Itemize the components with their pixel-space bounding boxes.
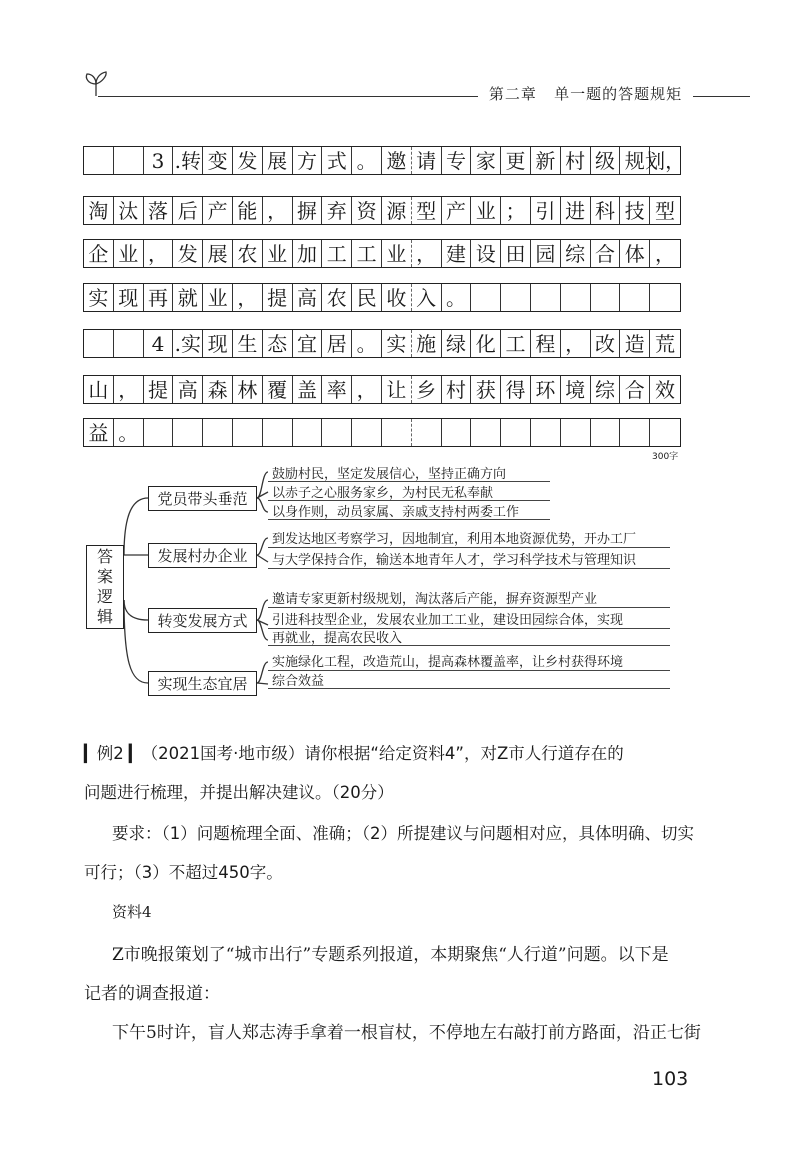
grid-cell: 获 xyxy=(471,376,501,403)
grid-cell: .实 xyxy=(173,330,203,357)
grid-cell: 企 xyxy=(84,240,114,267)
grid-cell: 业 xyxy=(471,197,501,224)
grid-cell: 资 xyxy=(352,197,382,224)
leaf-underline xyxy=(268,645,670,646)
material-line-1: Z市晚报策划了“城市出行”专题系列报道，本期聚焦“人行道”问题。以下是 xyxy=(112,945,669,965)
header-title: 单一题的答题规矩 xyxy=(554,85,683,103)
grid-cell: 展 xyxy=(203,240,233,267)
grid-cell: 加 xyxy=(293,240,323,267)
grid-cell: 田 xyxy=(501,240,531,267)
grid-cell: 实 xyxy=(382,330,412,357)
material-line-2: 记者的调查报道： xyxy=(84,984,220,1004)
grid-cell: ， xyxy=(263,197,293,224)
leaf-text: 邀请专家更新村级规划，淘汰落后产能，摒弃资源型产业 xyxy=(272,592,598,607)
grid-cell: 家 xyxy=(471,147,501,174)
grid-cell: 村 xyxy=(561,147,591,174)
grid-cell: 现 xyxy=(203,330,233,357)
grid-cell: 3 xyxy=(144,147,174,174)
leaf-underline xyxy=(268,688,670,689)
grid-cell: ， xyxy=(412,240,442,267)
branch-ecological-living: 实现生态宜居 xyxy=(148,671,257,696)
grid-cell: 综 xyxy=(591,376,621,403)
grid-cell: 让 xyxy=(382,376,412,403)
grid-cell: 工 xyxy=(352,240,382,267)
grid-cell: 划， xyxy=(645,148,686,173)
grid-cell: 汰 xyxy=(114,197,144,224)
grid-cell: 型 xyxy=(655,198,676,223)
grid-cell: 得 xyxy=(501,376,531,403)
grid-cell: 荒 xyxy=(655,331,676,356)
grid-cell: 现 xyxy=(114,284,144,311)
grid-cell: 产 xyxy=(203,197,233,224)
branch-party-member: 党员带头垂范 xyxy=(148,486,257,511)
grid-cell: .转 xyxy=(173,147,203,174)
grid-cell: 改 xyxy=(591,330,621,357)
grid-cell: 淘 xyxy=(84,197,114,224)
leaf-text: 综合效益 xyxy=(272,674,325,689)
grid-cell: 请 xyxy=(412,147,442,174)
grid-cell: 山 xyxy=(84,376,114,403)
branch-village-enterprise: 发展村办企业 xyxy=(148,543,257,568)
grid-cell: 生 xyxy=(233,330,263,357)
root-char-3: 逻 xyxy=(96,587,113,606)
example-question-line-1: ▎例2 ▎（2021国考·地市级）请你根据“给定资料4”，对Z市人行道存在的 xyxy=(84,744,624,763)
grid-cell: ， xyxy=(655,241,676,266)
grid-cell: 型 xyxy=(412,197,442,224)
leaf-underline xyxy=(268,670,670,671)
grid-cell: 程 xyxy=(531,330,561,357)
grid-cell: 乡 xyxy=(412,376,442,403)
grid-cell: ， xyxy=(114,376,144,403)
grid-cell: 农 xyxy=(233,240,263,267)
example-question-line-2: 问题进行梳理，并提出解决建议。（20分） xyxy=(84,783,394,802)
grid-cell: 产 xyxy=(442,197,472,224)
root-char-1: 答 xyxy=(96,547,113,566)
leaf-underline xyxy=(268,519,550,520)
grid-cell: 合 xyxy=(591,240,621,267)
leaf-underline xyxy=(268,547,670,548)
grid-cell: ， xyxy=(233,284,263,311)
mindmap-root xyxy=(86,545,124,629)
grid-cell: 高 xyxy=(173,376,203,403)
grid-cell: 合 xyxy=(620,376,650,403)
grid-cell: 落 xyxy=(144,197,174,224)
grid-cell: 业 xyxy=(114,240,144,267)
leaf-text: 鼓励村民，坚定发展信心，坚持正确方向 xyxy=(272,467,507,482)
grid-cell: 规 xyxy=(620,147,650,174)
grid-cell: 园 xyxy=(531,240,561,267)
grid-cell: 。 xyxy=(352,147,382,174)
grid-cell: 摒 xyxy=(293,197,323,224)
grid-cell: 业 xyxy=(203,284,233,311)
grid-cell: 覆 xyxy=(263,376,293,403)
header-chapter: 第二章 xyxy=(488,85,537,103)
grid-cell: 实 xyxy=(84,284,114,311)
grid-cell: 化 xyxy=(471,330,501,357)
grid-cell: 农 xyxy=(322,284,352,311)
grid-cell: 益 xyxy=(84,419,114,446)
grid-cell: 式 xyxy=(322,147,352,174)
grid-cell: 源 xyxy=(382,197,412,224)
grid-cell: 效 xyxy=(655,377,676,402)
grid-cell: 业 xyxy=(263,240,293,267)
leaf-text: 以身作则，动员家属、亲戚支持村两委工作 xyxy=(272,505,520,520)
grid-cell: 森 xyxy=(203,376,233,403)
grid-cell: 邀 xyxy=(382,147,412,174)
leaf-text: 到发达地区考察学习，因地制宜，利用本地资源优势，开办工厂 xyxy=(272,532,637,547)
material-title: 资料4 xyxy=(112,903,152,921)
grid-cell: 造 xyxy=(620,330,650,357)
grid-cell: ， xyxy=(561,330,591,357)
requirement-line-1: 要求：（1）问题梳理全面、准确；（2）所提建议与问题相对应，具体明确、切实 xyxy=(112,824,694,843)
grid-cell: 工 xyxy=(501,330,531,357)
grid-cell: 高 xyxy=(293,284,323,311)
grid-cell: 就 xyxy=(173,284,203,311)
grid-cell: 。 xyxy=(352,330,382,357)
grid-cell: 环 xyxy=(531,376,561,403)
grid-cell: 业 xyxy=(382,240,412,267)
grid-cell: 综 xyxy=(561,240,591,267)
material-line-3: 下午5时许，盲人郑志涛手拿着一根盲杖，不停地左右敲打前方路面，沿正七街 xyxy=(112,1023,701,1043)
grid-cell: 收 xyxy=(382,284,412,311)
grid-cell: 入 xyxy=(412,284,442,311)
grid-cell: 林 xyxy=(233,376,263,403)
grid-cell: 变 xyxy=(203,147,233,174)
root-char-2: 案 xyxy=(96,567,113,586)
leaf-text: 与大学保持合作，输送本地青年人才，学习科学技术与管理知识 xyxy=(272,553,637,568)
grid-cell: 。 xyxy=(114,419,144,446)
grid-cell: 技 xyxy=(620,197,650,224)
grid-cell: 盖 xyxy=(293,376,323,403)
grid-cell: ， xyxy=(144,240,174,267)
grid-cell: ， xyxy=(352,376,382,403)
grid-cell: 宜 xyxy=(293,330,323,357)
grid-cell: 后 xyxy=(173,197,203,224)
grid-cell: 境 xyxy=(561,376,591,403)
root-char-4: 辑 xyxy=(96,607,113,626)
grid-cell: 工 xyxy=(322,240,352,267)
grid-cell: 发 xyxy=(233,147,263,174)
branch-transform-development: 转变发展方式 xyxy=(148,608,257,633)
grid-cell: 居 xyxy=(322,330,352,357)
grid-cell: 民 xyxy=(352,284,382,311)
leaf-underline xyxy=(268,607,670,608)
leaf-text: 引进科技型企业，发展农业加工工业，建设田园综合体，实现 xyxy=(272,613,624,628)
grid-cell: 专 xyxy=(442,147,472,174)
word-count-label: 300字 xyxy=(652,452,679,462)
grid-cell: 体 xyxy=(620,240,650,267)
leaf-text: 再就业，提高农民收入 xyxy=(272,631,403,646)
grid-cell: 再 xyxy=(144,284,174,311)
grid-cell: 设 xyxy=(471,240,501,267)
leaf-underline xyxy=(268,568,670,569)
grid-cell: ； xyxy=(501,197,531,224)
requirement-line-2: 可行；（3）不超过450字。 xyxy=(84,863,283,882)
grid-cell: 。 xyxy=(442,284,472,311)
leaf-text: 以赤子之心服务家乡，为村民无私奉献 xyxy=(272,486,494,501)
grid-cell: 提 xyxy=(144,376,174,403)
grid-cell: 展 xyxy=(263,147,293,174)
grid-cell: 方 xyxy=(293,147,323,174)
grid-cell: 绿 xyxy=(442,330,472,357)
grid-cell: 新 xyxy=(531,147,561,174)
grid-cell: 村 xyxy=(442,376,472,403)
grid-cell: 引 xyxy=(531,197,561,224)
page-number: 103 xyxy=(652,1068,689,1090)
grid-cell: 科 xyxy=(591,197,621,224)
grid-cell: 能 xyxy=(233,197,263,224)
grid-cell: 弃 xyxy=(322,197,352,224)
grid-cell: 进 xyxy=(561,197,591,224)
grid-cell: 建 xyxy=(442,240,472,267)
grid-cell: 施 xyxy=(412,330,442,357)
grid-cell: 更 xyxy=(501,147,531,174)
grid-cell: 级 xyxy=(591,147,621,174)
leaf-text: 实施绿化工程，改造荒山，提高森林覆盖率，让乡村获得环境 xyxy=(272,655,624,670)
grid-cell: 4 xyxy=(144,330,174,357)
grid-cell: 发 xyxy=(173,240,203,267)
grid-cell: 提 xyxy=(263,284,293,311)
grid-cell: 率 xyxy=(322,376,352,403)
grid-cell: 态 xyxy=(263,330,293,357)
